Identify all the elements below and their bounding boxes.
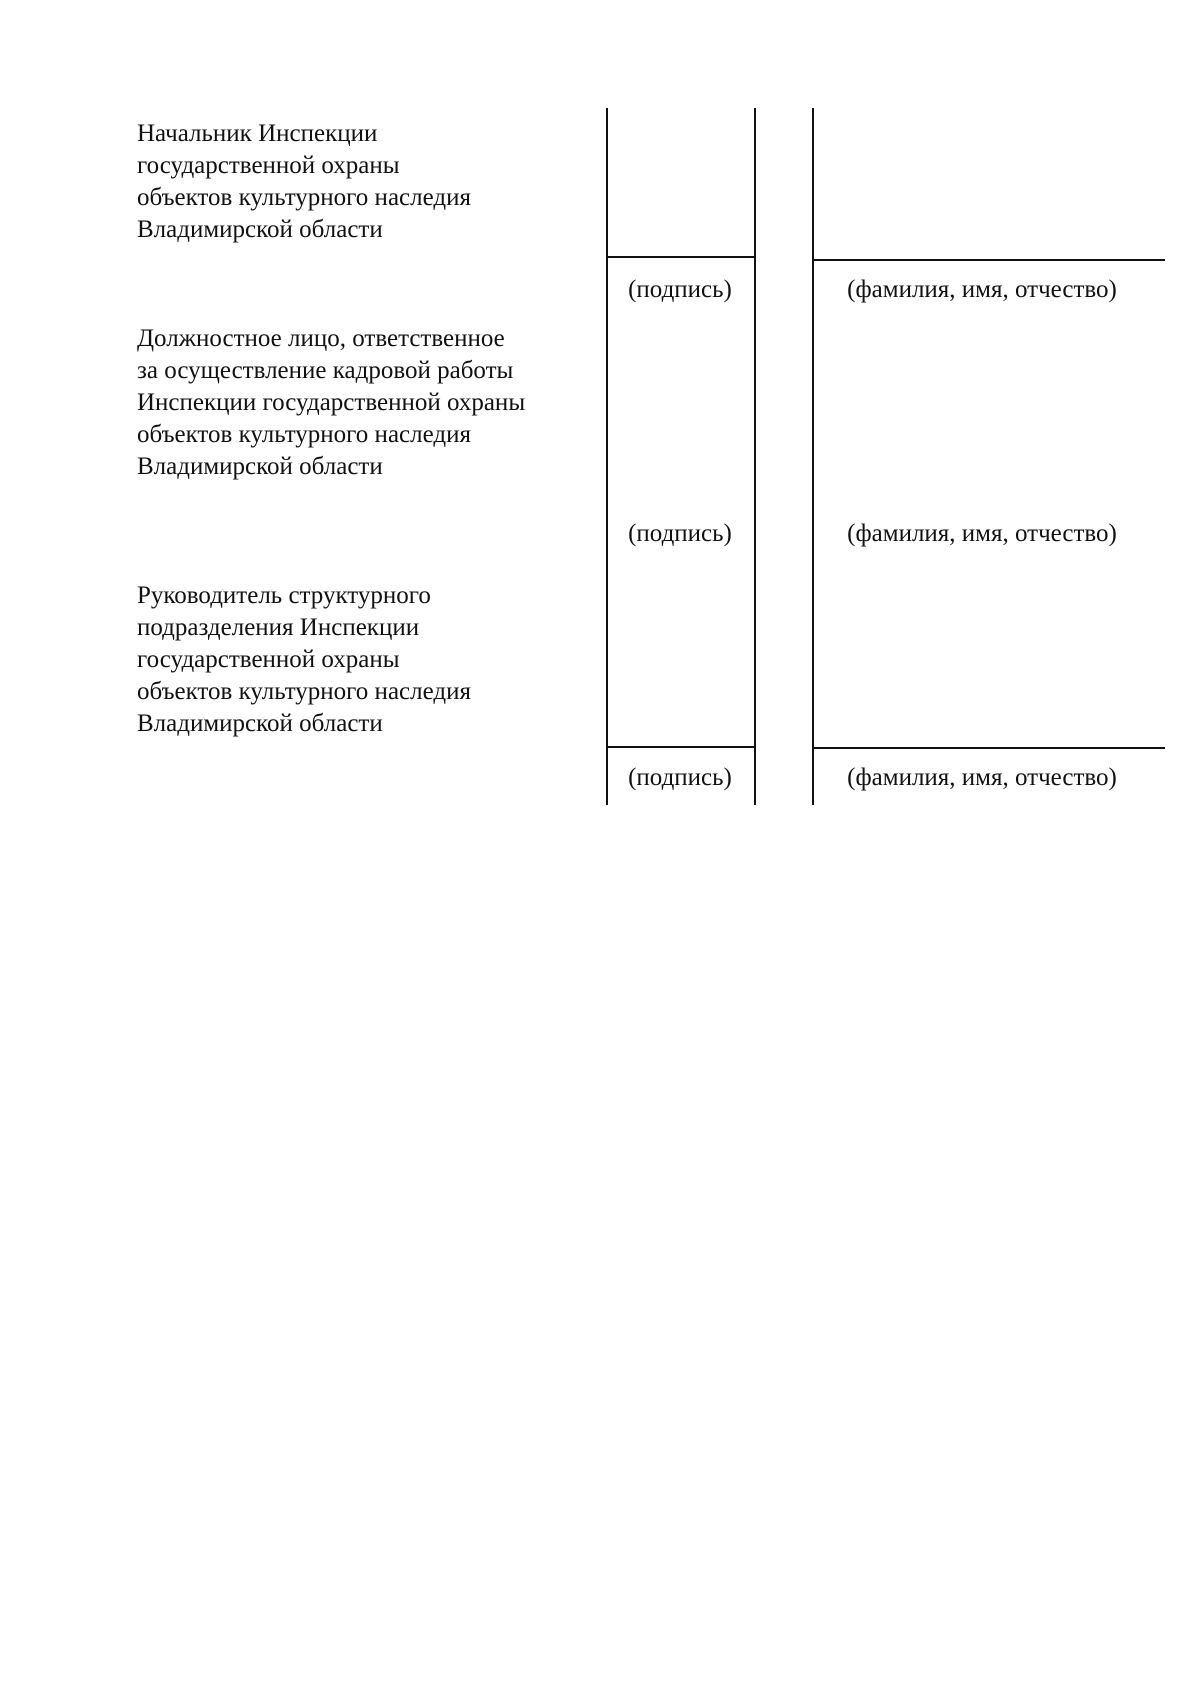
name-caption: (фамилия, имя, отчество) bbox=[847, 764, 1117, 791]
title-line: Начальник Инспекции bbox=[137, 120, 378, 147]
title-line: Владимирской области bbox=[137, 710, 383, 737]
title-line: за осуществление кадровой работы bbox=[137, 357, 514, 384]
signature-line-3 bbox=[606, 746, 756, 748]
title-line: государственной охраны bbox=[137, 646, 400, 673]
signature-line-1 bbox=[606, 256, 756, 258]
title-line: Владимирской области bbox=[137, 216, 383, 243]
signature-column-left-rule bbox=[606, 108, 608, 805]
signature-column-right-rule bbox=[754, 108, 756, 805]
name-column-left-rule bbox=[812, 108, 814, 805]
signature-caption: (подпись) bbox=[628, 764, 732, 791]
title-line: Должностное лицо, ответственное bbox=[137, 325, 505, 352]
title-line: объектов культурного наследия bbox=[137, 678, 471, 705]
title-line: объектов культурного наследия bbox=[137, 184, 471, 211]
title-line: Владимирской области bbox=[137, 453, 383, 480]
name-caption: (фамилия, имя, отчество) bbox=[847, 520, 1117, 547]
title-line: Инспекции государственной охраны bbox=[137, 389, 526, 416]
title-line: государственной охраны bbox=[137, 152, 400, 179]
name-line-3 bbox=[812, 747, 1165, 749]
signatory-3-position-title bbox=[137, 580, 607, 740]
signatory-1-position-title bbox=[137, 118, 607, 246]
title-line: подразделения Инспекции bbox=[137, 614, 420, 641]
name-line-1 bbox=[812, 259, 1165, 261]
title-line: Руководитель структурного bbox=[137, 582, 431, 609]
name-caption: (фамилия, имя, отчество) bbox=[847, 276, 1117, 303]
title-line: объектов культурного наследия bbox=[137, 421, 471, 448]
signature-caption: (подпись) bbox=[628, 276, 732, 303]
signatory-2-position-title bbox=[137, 323, 607, 483]
signature-caption: (подпись) bbox=[628, 520, 732, 547]
